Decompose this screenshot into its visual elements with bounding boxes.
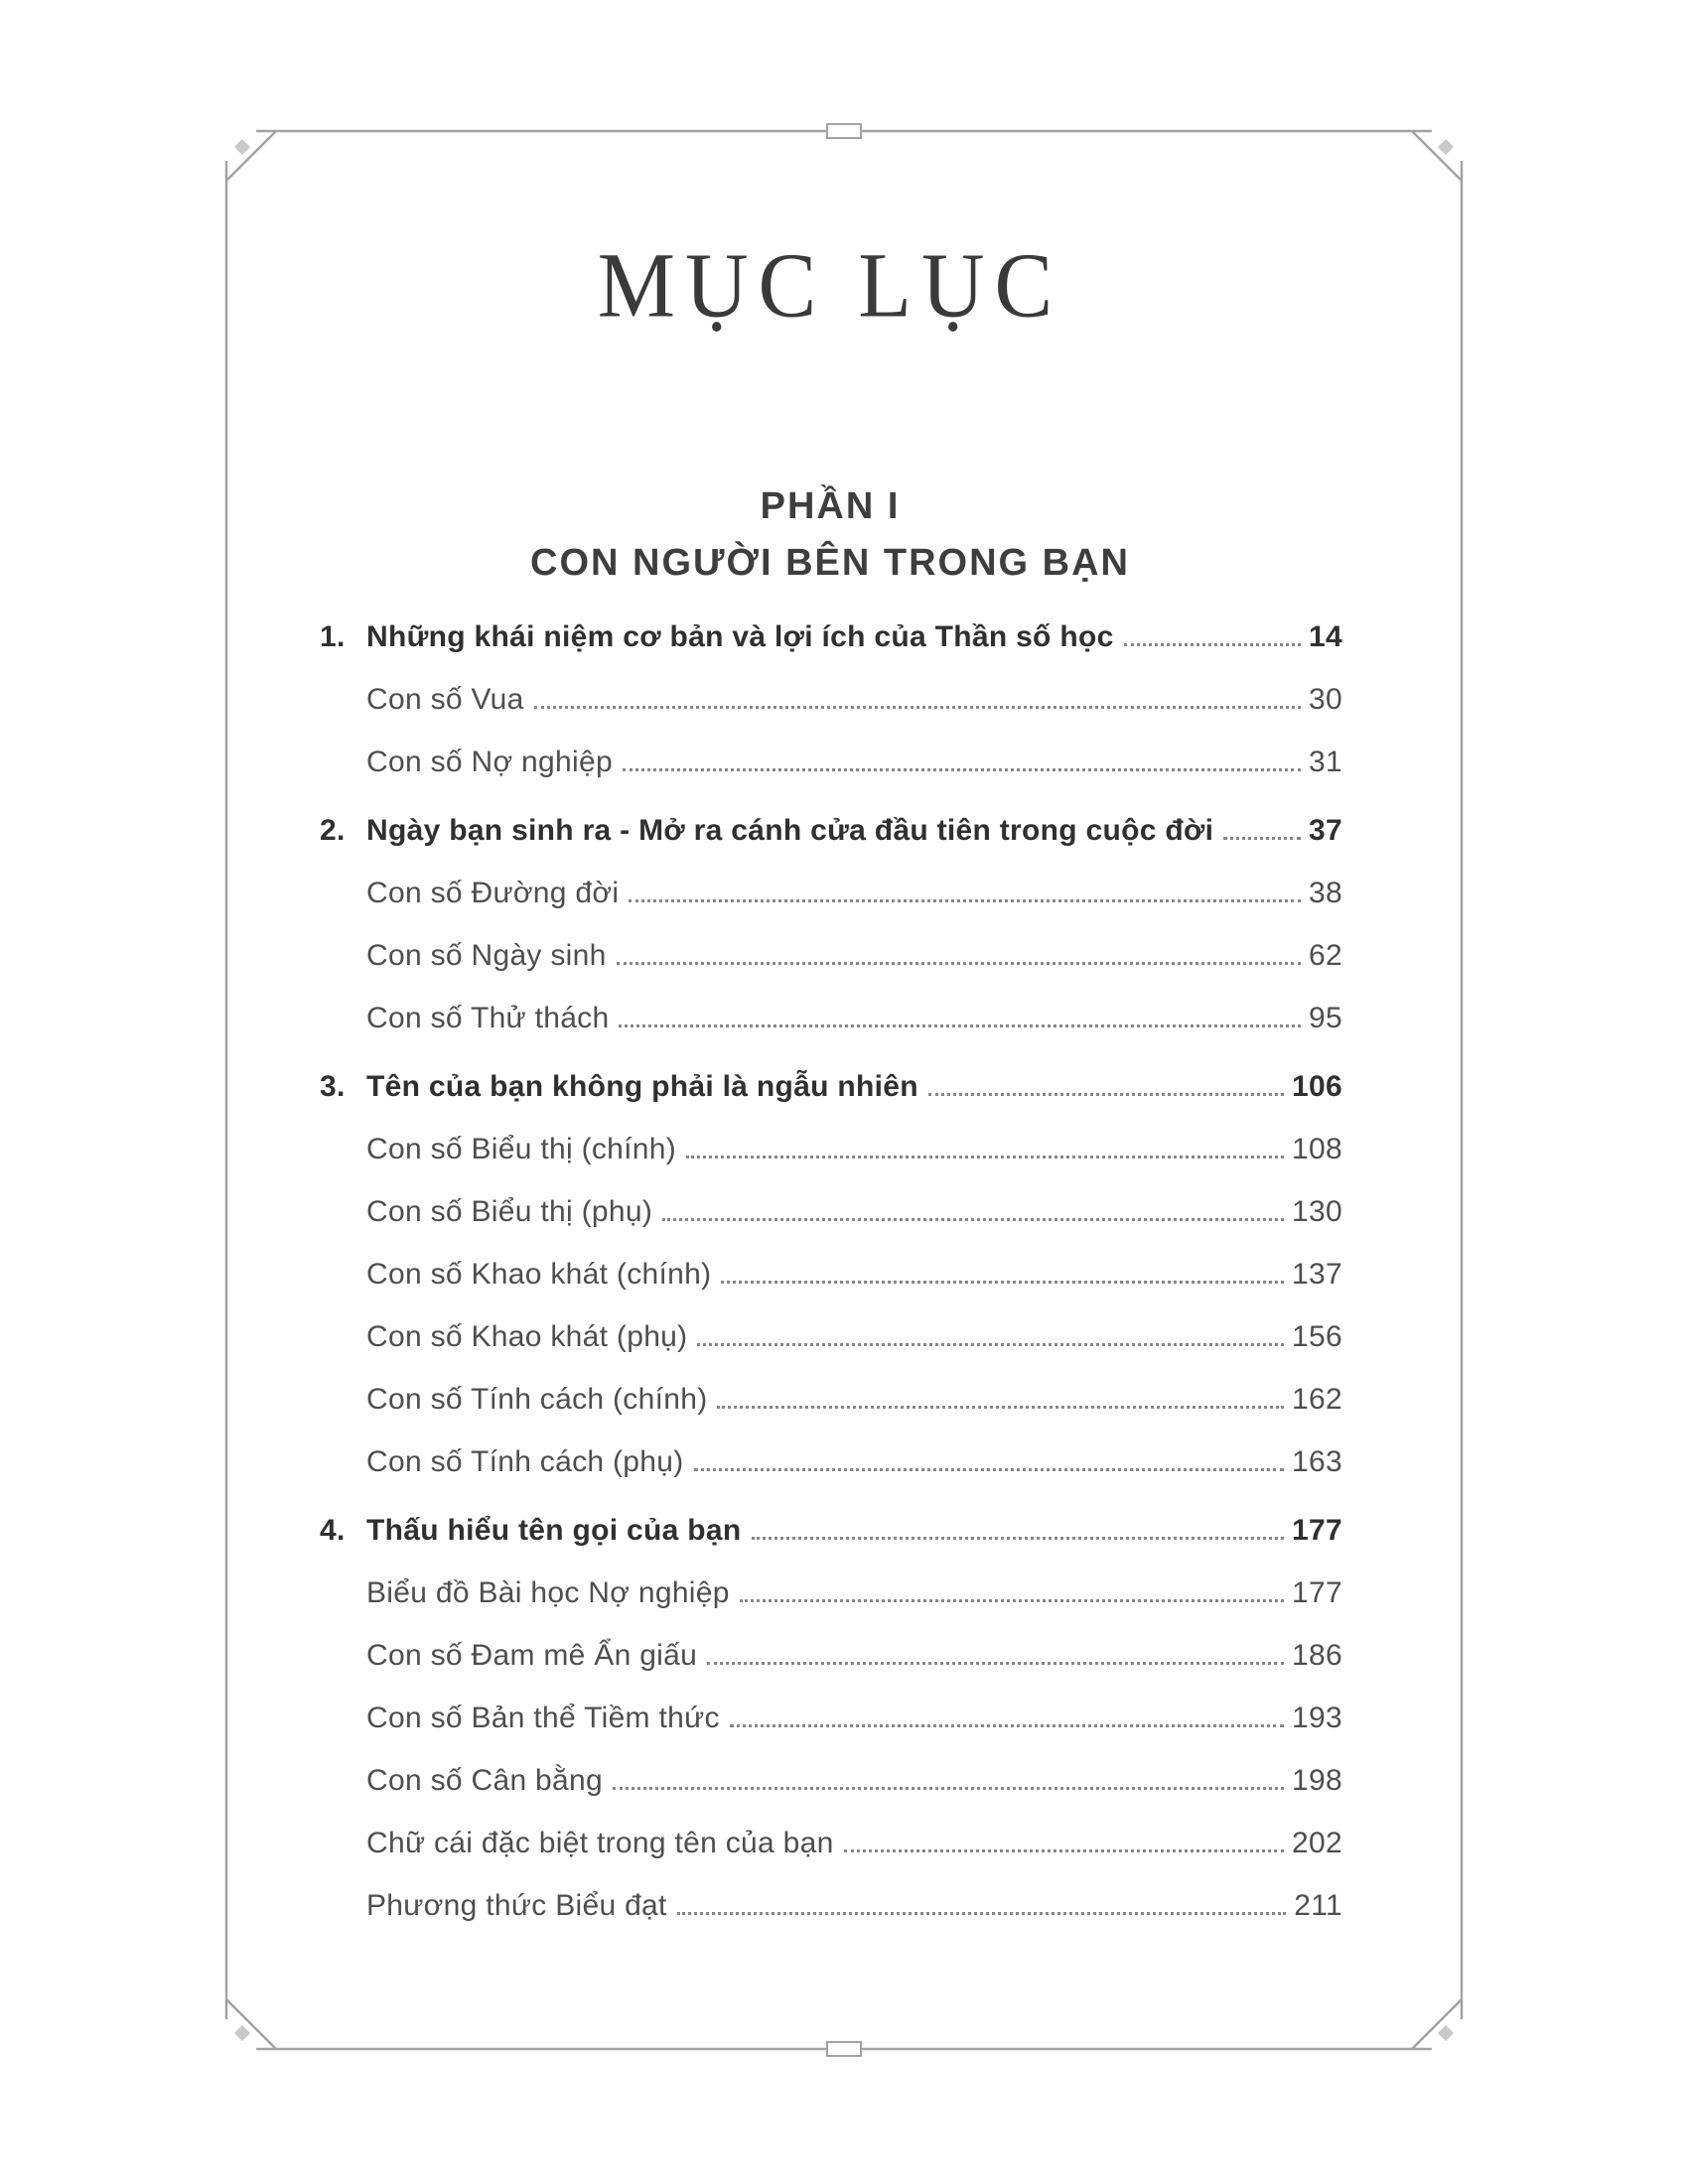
toc-section <box>320 799 1342 1049</box>
toc-section-number: 2. <box>320 814 346 847</box>
toc-subitem-row <box>320 668 1342 731</box>
toc-subitem-title: Con số Cân bằng <box>366 1764 603 1797</box>
dot-leader <box>752 1531 1285 1540</box>
toc-section-page: 177 <box>1292 1514 1342 1547</box>
toc-subitem-title: Con số Khao khát (phụ) <box>366 1320 688 1353</box>
toc-subitem-page: 198 <box>1292 1764 1342 1797</box>
toc-subitem-page: 162 <box>1292 1383 1342 1416</box>
toc-section <box>320 606 1342 793</box>
toc-subitem-page: 30 <box>1309 683 1342 716</box>
toc-section-row <box>320 1499 1342 1562</box>
toc-subitem-row <box>320 1243 1342 1305</box>
toc-subitem-row <box>320 1118 1342 1180</box>
part-label: PHẦN I <box>760 485 901 527</box>
dot-leader <box>1223 831 1301 840</box>
toc-subitem-row <box>320 1562 1342 1624</box>
toc-section-number: 3. <box>320 1070 346 1103</box>
toc-subitem-title: Con số Nợ nghiệp <box>366 746 613 778</box>
toc-subitem-row <box>320 1305 1342 1368</box>
dot-leader <box>1124 637 1301 646</box>
toc-subitem-row <box>320 1874 1342 1937</box>
toc-subitem-title: Con số Đường đời <box>366 877 620 909</box>
dot-leader <box>617 956 1301 965</box>
dot-leader <box>844 1843 1284 1852</box>
dot-leader <box>740 1593 1284 1602</box>
toc-subitem-page: 95 <box>1309 1002 1342 1034</box>
toc-subitem-page: 62 <box>1309 939 1342 972</box>
toc-subitem-row <box>320 924 1342 987</box>
dot-leader <box>534 700 1301 709</box>
toc-subitem-page: 202 <box>1292 1827 1342 1859</box>
toc-section <box>320 1055 1342 1493</box>
toc-subitem-page: 193 <box>1292 1702 1342 1734</box>
toc-subitem-page: 177 <box>1292 1576 1342 1609</box>
dot-leader <box>721 1275 1284 1284</box>
toc-subitem-page: 163 <box>1292 1445 1342 1478</box>
toc-section-row <box>320 799 1342 862</box>
toc-section-title: Thấu hiểu tên gọi của bạn <box>366 1514 742 1547</box>
toc-subitem-row <box>320 1749 1342 1812</box>
toc-subitem-title: Con số Tính cách (chính) <box>366 1383 708 1416</box>
dot-leader <box>928 1087 1284 1096</box>
page-title: MỤC LỤC <box>597 235 1063 338</box>
part-title: CON NGƯỜI BÊN TRONG BẠN <box>530 542 1130 584</box>
toc-subitem-page: 108 <box>1292 1133 1342 1165</box>
toc-subitem-row <box>320 1431 1342 1493</box>
toc-subitem-title: Con số Bản thể Tiềm thức <box>366 1702 720 1734</box>
toc-subitem-page: 130 <box>1292 1195 1342 1228</box>
dot-leader <box>619 1019 1301 1027</box>
dot-leader <box>697 1337 1284 1346</box>
toc-section <box>320 1499 1342 1937</box>
toc-subitem-page: 156 <box>1292 1320 1342 1353</box>
dot-leader <box>662 1212 1284 1221</box>
toc-subitem-title: Con số Đam mê Ẩn giấu <box>366 1639 698 1672</box>
toc-subitem-title: Con số Tính cách (phụ) <box>366 1445 684 1478</box>
toc-subitem-title: Biểu đồ Bài học Nợ nghiệp <box>366 1576 730 1609</box>
toc-subitem-title: Con số Thử thách <box>366 1002 610 1034</box>
toc-subitem-page: 211 <box>1294 1889 1342 1922</box>
toc-subitem-title: Phương thức Biểu đạt <box>366 1889 667 1922</box>
toc-subitem-row <box>320 1812 1342 1874</box>
toc-subitem-title: Con số Khao khát (chính) <box>366 1258 712 1291</box>
toc-subitem-title: Con số Vua <box>366 683 524 716</box>
toc-section-number: 1. <box>320 620 346 653</box>
toc-list <box>320 606 1342 1937</box>
dot-leader <box>623 762 1301 771</box>
dot-leader <box>694 1462 1284 1471</box>
toc-subitem-title: Con số Biểu thị (phụ) <box>366 1195 653 1228</box>
toc-subitem-title: Chữ cái đặc biệt trong tên của bạn <box>366 1827 834 1859</box>
toc-section-page: 106 <box>1292 1070 1342 1103</box>
toc-section-row <box>320 1055 1342 1118</box>
toc-subitem-page: 186 <box>1292 1639 1342 1672</box>
dot-leader <box>717 1400 1284 1409</box>
toc-subitem-title: Con số Biểu thị (chính) <box>366 1133 677 1165</box>
toc-subitem-title: Con số Ngày sinh <box>366 939 607 972</box>
part-heading <box>0 478 1660 592</box>
toc-subitem-row <box>320 1687 1342 1749</box>
toc-subitem-page: 38 <box>1309 877 1342 909</box>
toc-subitem-row <box>320 1624 1342 1687</box>
toc-section-page: 14 <box>1309 620 1342 653</box>
toc-section-page: 37 <box>1309 814 1342 847</box>
toc-section-number: 4. <box>320 1514 346 1547</box>
dot-leader <box>629 893 1301 902</box>
toc-section-title: Những khái niệm cơ bản và lợi ích của Thần số học <box>366 620 1114 653</box>
dot-leader <box>707 1656 1284 1665</box>
toc-subitem-row <box>320 1180 1342 1243</box>
dot-leader <box>686 1150 1284 1159</box>
toc-section-title: Ngày bạn sinh ra - Mở ra cánh cửa đầu tiên trong cuộc đời <box>366 814 1214 847</box>
dot-leader <box>613 1781 1284 1790</box>
toc-subitem-row <box>320 862 1342 924</box>
toc-section-title: Tên của bạn không phải là ngẫu nhiên <box>366 1070 918 1103</box>
dot-leader <box>677 1906 1287 1915</box>
toc-subitem-row <box>320 987 1342 1049</box>
toc-section-row <box>320 606 1342 668</box>
toc-subitem-row <box>320 731 1342 793</box>
dot-leader <box>730 1718 1284 1727</box>
toc-subitem-row <box>320 1368 1342 1431</box>
toc-subitem-page: 137 <box>1292 1258 1342 1291</box>
toc-subitem-page: 31 <box>1309 746 1342 778</box>
